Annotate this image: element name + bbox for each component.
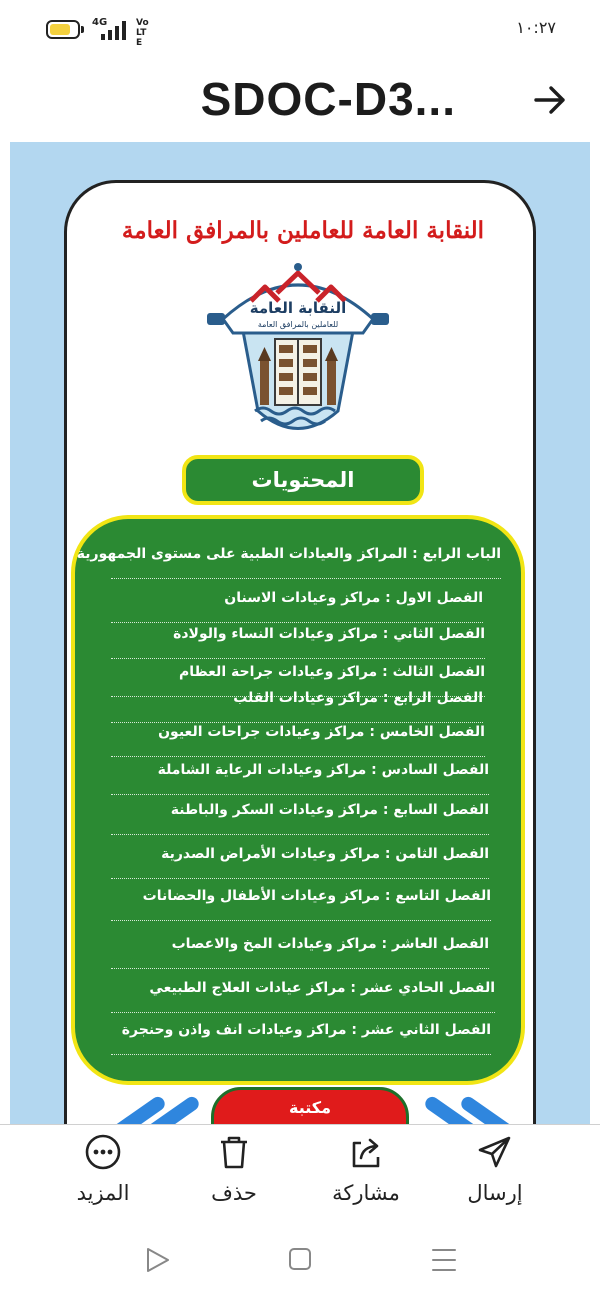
arrow-right-icon[interactable] (530, 80, 570, 120)
union-name-heading: النقابة العامة للعاملين بالمرافق العامة (121, 217, 485, 244)
delete-button[interactable] (169, 1133, 299, 1217)
table-of-contents (71, 515, 525, 1085)
logo-text-line2: للعاملين بالمرافق العامة (257, 320, 339, 329)
toc-item: الفصل التاسع : مراكز وعيادات الأطفال والحضانات (111, 881, 491, 921)
toc-item: الفصل السادس : مراكز وعيادات الرعاية الشاملة (111, 755, 489, 795)
share-label: مشاركة (332, 1181, 400, 1205)
toc-item: الفصل السابع : مراكز وعيادات السكر والباطنة (111, 795, 489, 835)
recents-menu-icon[interactable] (424, 1242, 464, 1278)
system-navigation-bar (0, 1224, 600, 1300)
app-header (0, 58, 600, 142)
library-label: مكتبة (211, 1087, 409, 1124)
document-title: SDOC-D3... (200, 73, 456, 125)
logo-text-line1: النقابة العامة (249, 299, 347, 317)
battery-icon (46, 20, 80, 39)
toc-item: الفصل الاول : مراكز وعيادات الاسنان (111, 583, 483, 623)
toc-item: الفصل الثاني : مراكز وعيادات النساء والولادة (111, 619, 485, 659)
decorative-stripe (459, 1094, 536, 1124)
send-button[interactable] (430, 1133, 560, 1217)
battery-level-fill (50, 24, 70, 35)
send-label: إرسال (467, 1181, 523, 1205)
document-viewer[interactable] (10, 142, 590, 1124)
more-icon (84, 1133, 122, 1171)
status-bar (0, 0, 600, 58)
toc-item: الفصل الثامن : مراكز وعيادات الأمراض الصدرية (111, 839, 489, 879)
status-clock: ١٠:٢٧ (516, 18, 556, 37)
toc-item: الفصل العاشر : مراكز وعيادات المخ والاعصاب (111, 929, 489, 969)
volte-indicator: Vo LTE (136, 18, 149, 48)
toc-item: الفصل الثالث : مراكز وعيادات جراحة العظام (111, 657, 485, 697)
network-type: 4G (92, 17, 108, 28)
more-button[interactable] (38, 1133, 168, 1217)
signal-strength-icon (99, 20, 129, 40)
trash-icon (215, 1133, 253, 1171)
document-page (64, 180, 536, 1124)
toc-item: الفصل الحادي عشر : مراكز عيادات العلاج الطبيعي (111, 973, 495, 1013)
contents-heading (182, 455, 424, 505)
toc-item: الفصل الثاني عشر : مراكز وعيادات انف واذن وحنجرة (111, 1015, 491, 1055)
union-logo (203, 261, 393, 441)
delete-label: حذف (211, 1181, 257, 1205)
share-button[interactable] (301, 1133, 431, 1217)
bottom-action-bar (0, 1124, 600, 1224)
toc-item: الفصل الخامس : مراكز وعيادات جراحات العيون (111, 717, 485, 757)
send-icon (476, 1133, 514, 1171)
back-triangle-icon[interactable] (138, 1242, 178, 1278)
more-label: المزيد (76, 1181, 130, 1205)
home-square-icon[interactable] (280, 1242, 320, 1278)
toc-item: الفصل الرابع : مراكز وعيادات القلب (111, 683, 483, 723)
share-icon (347, 1133, 385, 1171)
contents-title: المحتويات (251, 468, 355, 492)
toc-item: الباب الرابع : المراكز والعيادات الطبية على مستوى الجمهورية (111, 539, 501, 579)
